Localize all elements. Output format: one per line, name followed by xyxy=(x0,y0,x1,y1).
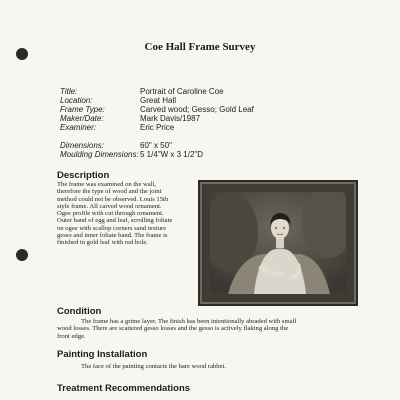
description-line: The frame was examined on the wall, xyxy=(57,181,157,188)
meta-row-title xyxy=(60,87,360,96)
description-line: gesso and inner foliate band. The frame is xyxy=(57,232,168,240)
treatment-heading: Treatment Recommendations xyxy=(57,383,191,394)
binder-hole-middle xyxy=(16,249,28,261)
description-text xyxy=(57,181,197,247)
meta-row-frame-type xyxy=(60,105,360,114)
meta-label: Examiner: xyxy=(60,123,97,132)
condition-line: The frame has a grime layer. The finish has been intentionally abraded with small xyxy=(81,318,297,325)
painting-photo xyxy=(198,180,358,306)
description-line: Ogee profile with cut through ornament. xyxy=(57,210,164,218)
meta-label: Moulding Dimensions: xyxy=(60,150,139,159)
description-line: Outer band of egg and leaf, scrolling foliate xyxy=(57,217,173,225)
condition-line: front edge. xyxy=(57,332,86,340)
meta-value: Great Hall xyxy=(140,96,177,105)
description-line: method could not be observed. Louis 15th xyxy=(57,195,169,203)
description-heading: Description xyxy=(57,170,110,181)
condition-heading: Condition xyxy=(57,306,102,317)
meta-row-examiner xyxy=(60,123,360,132)
painting-canvas xyxy=(210,192,346,294)
meta-value: Portrait of Caroline Coe xyxy=(140,87,224,96)
meta-value: 5 1/4"W x 3 1/2"D xyxy=(140,150,204,159)
condition-line: wood losses. There are scattered gesso losses and the gesso is actively flaking along the xyxy=(57,325,289,333)
document-title: Coe Hall Frame Survey xyxy=(144,41,256,53)
meta-row-moulding-dimensions xyxy=(60,150,360,159)
installation-text: The face of the painting contacts the bare wood rabbet. xyxy=(81,363,227,370)
meta-row-dimensions xyxy=(60,141,360,150)
meta-label: Maker/Date: xyxy=(60,114,104,123)
meta-row-maker-date xyxy=(60,114,360,123)
survey-metadata xyxy=(60,87,360,159)
description-line: style frame. All carved wood ornament. xyxy=(57,202,162,210)
description-line: therefore the type of wood and the joint xyxy=(57,188,162,196)
meta-row-location xyxy=(60,96,360,105)
meta-value: Carved wood; Gesso; Gold Leaf xyxy=(140,105,254,114)
meta-label: Frame Type: xyxy=(60,105,105,114)
installation-heading: Painting Installation xyxy=(57,349,148,360)
meta-label: Dimensions: xyxy=(60,141,105,150)
portrait-illustration xyxy=(210,192,346,294)
painting-frame xyxy=(200,182,356,304)
condition-text xyxy=(57,318,357,340)
meta-value: 60" x 50" xyxy=(140,141,172,150)
meta-label: Title: xyxy=(60,87,78,96)
meta-value: Mark Davis/1987 xyxy=(140,114,201,123)
meta-value: Eric Price xyxy=(140,123,175,132)
meta-label: Location: xyxy=(60,96,93,105)
description-line: finished in gold leaf with red bole. xyxy=(57,239,149,247)
description-line: on ogee with scallop corners sand texture xyxy=(57,224,167,232)
